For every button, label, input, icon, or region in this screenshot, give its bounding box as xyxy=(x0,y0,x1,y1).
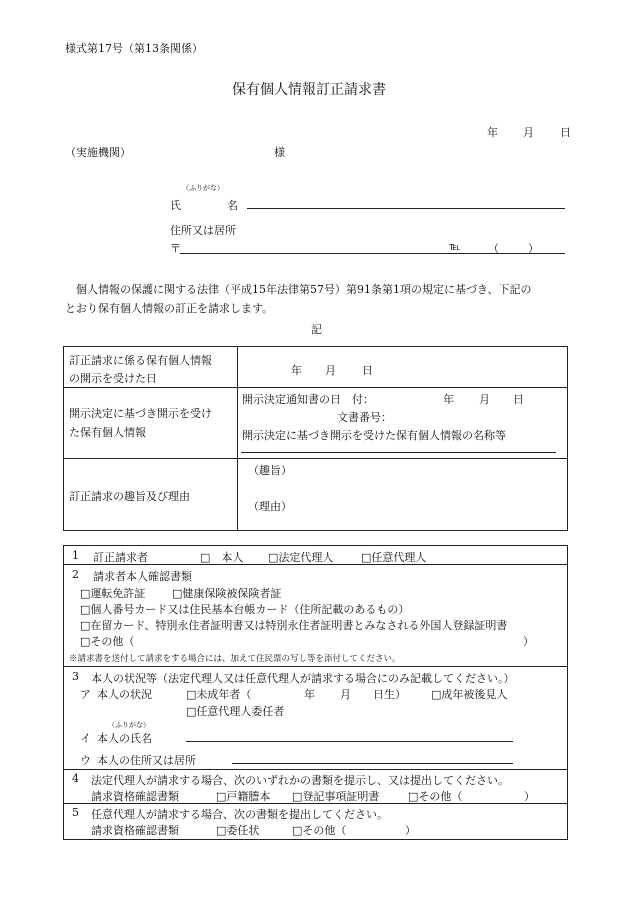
s3-label: 本人の状況等（法定代理人又は任意代理人が請求する場合にのみ記載してください。） xyxy=(91,672,515,685)
name-label-1: 氏 xyxy=(170,199,181,212)
page-title: 保有個人情報訂正請求書 xyxy=(232,82,386,98)
s1-option-legal-agent[interactable]: □法定代理人 xyxy=(268,551,334,564)
r2-notice: 開示決定通知書の日 xyxy=(242,393,341,406)
r3-label: 訂正請求の趣旨及び理由 xyxy=(69,490,190,503)
r1-year: 年 xyxy=(291,364,302,377)
s3a-mark: ア xyxy=(80,688,91,701)
s2-option-other[interactable]: □その他（ xyxy=(80,635,135,648)
s3a-born: 日生） xyxy=(373,688,406,701)
s3c-address-line[interactable] xyxy=(232,763,513,764)
s4-option-registry-certificate[interactable]: □登記事項証明書 xyxy=(292,790,380,803)
intro-line-2: とおり保有個人情報の訂正を請求します。 xyxy=(65,302,274,315)
r1-day: 日 xyxy=(362,364,373,377)
s5-option-power-of-attorney[interactable]: □委任状 xyxy=(216,824,260,837)
intro-line-1: 個人情報の保護に関する法律（平成15年法律第57号）第91条第1項の規定に基づき、下記の xyxy=(76,283,532,296)
s3a-option-minor[interactable]: □未成年者（ xyxy=(186,688,252,701)
s1-option-voluntary-agent[interactable]: □任意代理人 xyxy=(361,551,427,564)
s3a-month: 月 xyxy=(340,688,351,701)
s3b-name-line[interactable] xyxy=(186,741,513,742)
s2-label: 請求者本人確認書類 xyxy=(93,570,192,583)
s1-label: 訂正請求者 xyxy=(93,551,148,564)
s3b-furigana: （ふりがな） xyxy=(108,721,150,729)
s2-other-close: ） xyxy=(523,635,534,648)
s4-option-family-register[interactable]: □戸籍謄本 xyxy=(216,790,271,803)
postal-mark: 〒 xyxy=(170,242,181,255)
s2-option-insurance[interactable]: □健康保険被保険者証 xyxy=(172,587,282,600)
tel-paren-close: ） xyxy=(528,242,539,255)
s5-other-close: ） xyxy=(405,824,416,837)
s4-option-other[interactable]: □その他（ xyxy=(408,790,463,803)
s2-option-mynumber[interactable]: □個人番号カード又は住民基本台帳カード（住所記載のあるもの） xyxy=(80,603,410,616)
s1-option-self[interactable]: □ 本人 xyxy=(200,551,244,564)
s3b-mark: イ xyxy=(80,732,91,745)
s3a-option-principal[interactable]: □任意代理人委任者 xyxy=(186,705,285,718)
s2-option-residence-card[interactable]: □在留カード、特別永住者証明書又は特別永住者証明書とみなされる外国人登録証明書 xyxy=(80,619,508,632)
s5-num: 5 xyxy=(72,806,79,819)
s2-note: ※請求書を送付して請求をする場合には、加えて住民票の写し等を添付してください。 xyxy=(69,654,401,664)
r2-name-line[interactable] xyxy=(241,452,556,453)
r2-label-1: 開示決定に基づき開示を受け xyxy=(69,407,212,420)
s5-sub: 請求資格確認書類 xyxy=(91,824,179,837)
s3-num: 3 xyxy=(72,670,79,683)
r1-label-1: 訂正請求に係る保有個人情報 xyxy=(69,354,212,367)
date-year: 年 xyxy=(487,126,498,139)
s3c-mark: ウ xyxy=(80,754,91,767)
s2-num: 2 xyxy=(72,568,79,581)
tel-mark: ℡ xyxy=(449,240,461,253)
r1-month: 月 xyxy=(325,364,336,377)
s4-sub: 請求資格確認書類 xyxy=(91,790,179,803)
request-table-divider xyxy=(237,346,238,530)
addressee-org: （実施機関） xyxy=(65,146,131,159)
r1-label-2: の開示を受けた日 xyxy=(69,372,157,385)
s4-label: 法定代理人が請求する場合、次のいずれかの書類を提示し、又は提出してください。 xyxy=(91,774,509,787)
s3b-label: 本人の氏名 xyxy=(97,732,152,745)
s5-label: 任意代理人が請求する場合、次の書類を提出してください。 xyxy=(91,808,388,821)
r2-month: 月 xyxy=(479,393,490,406)
ki-heading: 記 xyxy=(311,323,322,336)
s3c-label: 本人の住所又は居所 xyxy=(97,754,196,767)
s3a-option-ward[interactable]: □成年被後見人 xyxy=(431,688,508,701)
r2-fu: 付： xyxy=(352,393,374,406)
s2-option-license[interactable]: □運転免許証 xyxy=(80,587,146,600)
r2-day: 日 xyxy=(513,393,524,406)
addressee-honorific: 様 xyxy=(274,146,285,159)
name-label-2: 名 xyxy=(227,199,238,212)
r3-riyu: （理由） xyxy=(248,500,292,513)
s4-num: 4 xyxy=(72,772,79,785)
r2-year: 年 xyxy=(443,393,454,406)
furigana-label: （ふりがな） xyxy=(182,184,224,192)
r2-docno: 文書番号： xyxy=(337,411,392,424)
s4-other-close: ） xyxy=(524,790,535,803)
address-input-line[interactable] xyxy=(180,253,565,254)
tel-paren-open: （ xyxy=(488,242,499,255)
s1-num: 1 xyxy=(72,549,79,562)
form-number: 様式第17号（第13条関係） xyxy=(65,42,203,55)
name-input-line[interactable] xyxy=(247,208,565,209)
date-day: 日 xyxy=(560,126,571,139)
date-month: 月 xyxy=(523,126,534,139)
s3a-label: 本人の状況 xyxy=(97,688,152,701)
r3-shushi: （趣旨） xyxy=(248,464,292,477)
r2-label-2: た保有個人情報 xyxy=(69,426,146,439)
r2-name: 開示決定に基づき開示を受けた保有個人情報の名称等 xyxy=(242,429,506,442)
address-label: 住所又は居所 xyxy=(170,224,236,237)
s3a-year: 年 xyxy=(304,688,315,701)
s5-option-other[interactable]: □その他（ xyxy=(292,824,347,837)
